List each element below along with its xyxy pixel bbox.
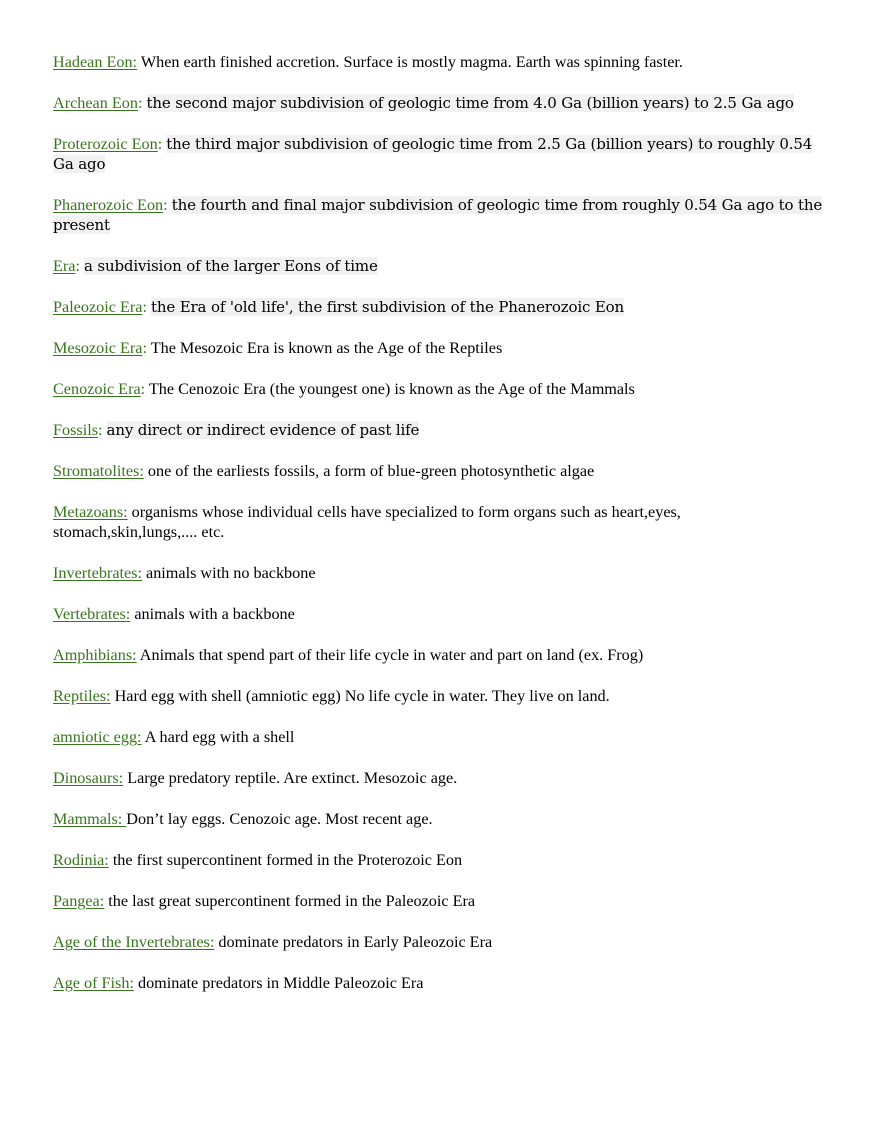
definition-text: one of the earliests fossils, a form of blue-green photosynthetic algae	[143, 462, 595, 480]
glossary-entry-cenozoic-era	[53, 379, 828, 399]
definition-text: When earth finished accretion. Surface is mostly magma. Earth was spinning faster.	[137, 53, 683, 71]
definition-text: Animals that spend part of their life cycle in water and part on land (ex. Frog)	[136, 646, 644, 664]
term-link[interactable]: Phanerozoic Eon	[53, 196, 164, 214]
glossary-document	[53, 52, 828, 1014]
glossary-entry-mammals	[53, 809, 828, 829]
term-link[interactable]: Pangea:	[53, 892, 105, 910]
definition-text: Large predatory reptile. Are extinct. Mesozoic age.	[123, 769, 458, 787]
glossary-entry-stromatolites	[53, 461, 828, 481]
glossary-entry-age-of-fish	[53, 973, 828, 993]
glossary-entry-mesozoic-era	[53, 338, 828, 358]
term-separator: :	[140, 380, 149, 398]
term-link[interactable]: Mammals:	[53, 810, 127, 828]
term-link[interactable]: Archean Eon	[53, 94, 138, 112]
term-link[interactable]: Era	[53, 257, 76, 275]
glossary-entry-amniotic-egg	[53, 727, 828, 747]
definition-text: the fourth and final major subdivision of geologic time from roughly 0.54 Ga ago to the present	[53, 196, 823, 234]
definition-text: animals with a backbone	[130, 605, 295, 623]
glossary-entry-invertebrates	[53, 563, 828, 583]
term-separator: :	[157, 135, 167, 153]
glossary-entry-paleozoic-era	[53, 297, 828, 317]
glossary-entry-amphibians	[53, 645, 828, 665]
definition-text: the last great supercontinent formed in the Paleozoic Era	[104, 892, 476, 910]
term-link[interactable]: Proterozoic Eon	[53, 135, 158, 153]
term-link[interactable]: Mesozoic Era	[53, 339, 143, 357]
term-separator: :	[98, 421, 107, 439]
glossary-entry-fossils	[53, 420, 828, 440]
glossary-entry-hadean-eon	[53, 52, 828, 72]
term-link[interactable]: amniotic egg:	[53, 728, 142, 746]
definition-text: animals with no backbone	[141, 564, 316, 582]
term-link[interactable]: Invertebrates:	[53, 564, 142, 582]
term-separator: :	[75, 257, 85, 275]
definition-text: the first supercontinent formed in the Proterozoic Eon	[108, 851, 463, 869]
glossary-entry-vertebrates	[53, 604, 828, 624]
definition-text: The Mesozoic Era is known as the Age of the Reptiles	[150, 339, 503, 357]
term-link[interactable]: Reptiles:	[53, 687, 111, 705]
term-link[interactable]: Amphibians:	[53, 646, 137, 664]
term-link[interactable]: Cenozoic Era	[53, 380, 141, 398]
term-link[interactable]: Fossils	[53, 421, 98, 439]
glossary-entry-archean-eon	[53, 93, 828, 113]
term-link[interactable]: Dinosaurs:	[53, 769, 124, 787]
term-link[interactable]: Stromatolites:	[53, 462, 144, 480]
term-link[interactable]: Age of the Invertebrates:	[53, 933, 215, 951]
term-link[interactable]: Rodinia:	[53, 851, 109, 869]
glossary-entry-reptiles	[53, 686, 828, 706]
definition-text: a subdivision of the larger Eons of time	[84, 257, 378, 275]
glossary-entry-era	[53, 256, 828, 276]
term-link[interactable]: Vertebrates:	[53, 605, 131, 623]
term-separator: :	[142, 298, 151, 316]
definition-text: organisms whose individual cells have specialized to form organs such as heart,eyes, stomach,skin,lungs,.... etc.	[53, 503, 681, 541]
glossary-entry-phanerozoic-eon	[53, 195, 828, 235]
definition-text: A hard egg with a shell	[141, 728, 295, 746]
term-separator: :	[142, 339, 151, 357]
glossary-entry-rodinia	[53, 850, 828, 870]
definition-text: Don’t lay eggs. Cenozoic age. Most recent age.	[126, 810, 433, 828]
glossary-entry-dinosaurs	[53, 768, 828, 788]
term-separator: :	[163, 196, 172, 214]
term-link[interactable]: Paleozoic Era	[53, 298, 143, 316]
term-link[interactable]: Age of Fish:	[53, 974, 134, 992]
definition-text: the second major subdivision of geologic time from 4.0 Ga (billion years) to 2.5 Ga ago	[146, 94, 794, 112]
term-separator: :	[137, 94, 147, 112]
definition-text: the Era of 'old life', the first subdivision of the Phanerozoic Eon	[150, 298, 625, 316]
definition-text: any direct or indirect evidence of past life	[106, 421, 420, 439]
term-link[interactable]: Metazoans:	[53, 503, 128, 521]
definition-text: The Cenozoic Era (the youngest one) is known as the Age of the Mammals	[148, 380, 635, 398]
definition-text: Hard egg with shell (amniotic egg) No life cycle in water. They live on land.	[110, 687, 610, 705]
glossary-entry-age-of-invertebrates	[53, 932, 828, 952]
glossary-entry-proterozoic-eon	[53, 134, 828, 174]
definition-text: dominate predators in Middle Paleozoic Era	[133, 974, 424, 992]
definition-text: the third major subdivision of geologic time from 2.5 Ga (billion years) to roughly 0.54 Ga ago	[53, 135, 813, 173]
definition-text: dominate predators in Early Paleozoic Era	[214, 933, 493, 951]
term-link[interactable]: Hadean Eon:	[53, 53, 138, 71]
glossary-entry-pangea	[53, 891, 828, 911]
glossary-entry-metazoans	[53, 502, 828, 542]
